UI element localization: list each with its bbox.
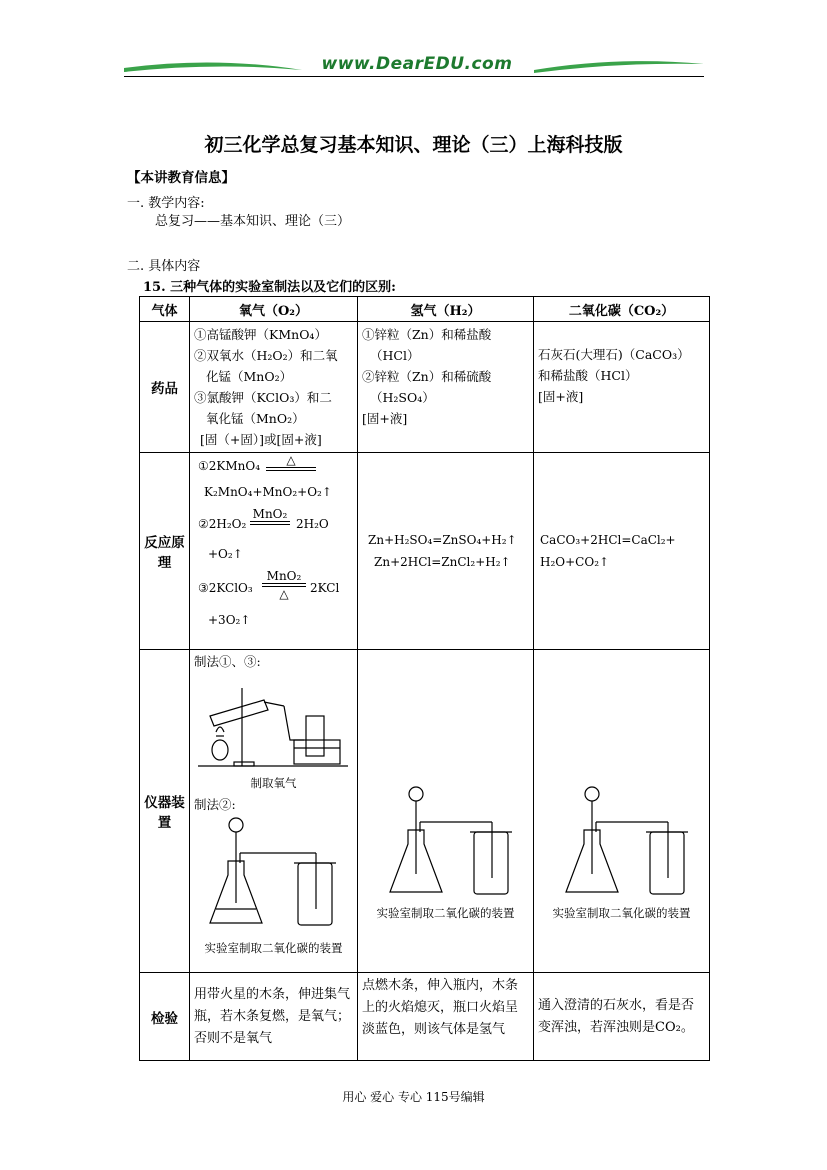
drugs-o2 — [190, 322, 358, 453]
eq3-product: 2KCl — [310, 581, 340, 595]
caption-o2-flask: 实验室制取二氧化碳的装置 — [204, 941, 343, 955]
eq2-equals — [250, 521, 290, 525]
drugs-o2-line: 氧化锰（MnO₂） — [206, 411, 305, 426]
eq1-equals — [266, 467, 316, 471]
oxygen-heating-apparatus-figure — [194, 670, 352, 770]
eq1-condition — [266, 453, 316, 471]
hydrogen-apparatus-figure — [376, 782, 516, 902]
catalyst-label: MnO₂ — [252, 507, 288, 521]
row-label-apparatus: 仪器装置 — [140, 650, 190, 973]
eq1-product: K₂MnO₄+MnO₂+O₂↑ — [204, 485, 332, 499]
caption-h2: 实验室制取二氧化碳的装置 — [376, 905, 515, 920]
eq1-reactant: ①2KMnO₄ — [198, 459, 261, 473]
test-h2: 点燃木条，伸入瓶内，木条上的火焰熄灭，瓶口火焰呈淡蓝色，则该气体是氢气 — [358, 973, 534, 1061]
header-swoosh-left — [124, 54, 304, 76]
part2-label: 二. 具体内容 — [127, 259, 201, 274]
drugs-o2-line: ③氯酸钾（KClO₃）和二 — [194, 390, 332, 405]
eq3-condition — [262, 569, 306, 601]
drugs-co2 — [534, 322, 710, 453]
apparatus-o2 — [190, 650, 358, 973]
drugs-o2-line: [固（+固）]或[固+液] — [200, 432, 322, 447]
co2-apparatus-figure — [552, 782, 692, 902]
drugs-co2-line: [固+液] — [538, 389, 584, 404]
drugs-h2-line: （HCl） — [370, 348, 420, 363]
drugs-h2 — [358, 322, 534, 453]
reaction-o2 — [190, 453, 358, 650]
header-o2: 氧气（O₂） — [190, 297, 358, 322]
drugs-o2-line: 化锰（MnO₂） — [206, 369, 293, 384]
drugs-o2-line: ②双氧水（H₂O₂）和二氧 — [194, 348, 338, 363]
site-logo: www.DearEDU.com — [321, 54, 513, 74]
method13-label: 制法①、③: — [194, 654, 261, 669]
section-info: 【本讲教育信息】 — [127, 170, 235, 186]
header-h2: 氢气（H₂） — [358, 297, 534, 322]
eq1-line — [198, 453, 353, 485]
row-label-drugs: 药品 — [140, 322, 190, 453]
header-swoosh-right — [534, 54, 704, 76]
header-co2: 二氧化碳（CO₂） — [534, 297, 710, 322]
drugs-h2-line: ①锌粒（Zn）和稀盐酸 — [362, 327, 492, 342]
heat-symbol: △ — [279, 587, 289, 601]
reaction-h2-line: Zn+H₂SO₄=ZnSO₄+H₂↑ — [368, 533, 517, 547]
page-title: 初三化学总复习基本知识、理论（三）上海科技版 — [204, 134, 623, 156]
test-co2: 通入澄清的石灰水，看是否变浑浊，若浑浊则是CO₂。 — [534, 973, 710, 1061]
drugs-o2-line: ①高锰酸钾（KMnO₄） — [194, 327, 327, 342]
part1-label: 一. 教学内容: — [127, 196, 205, 211]
eq2-condition — [250, 507, 290, 525]
eq2-product2: +O₂↑ — [208, 547, 243, 561]
drugs-h2-line: ②锌粒（Zn）和稀硫酸 — [362, 369, 492, 384]
header-gas: 气体 — [140, 297, 190, 322]
heat-symbol: △ — [286, 453, 296, 467]
part1-content: 总复习——基本知识、理论（三） — [155, 214, 351, 229]
eq3-reactant: ③2KClO₃ — [198, 581, 253, 595]
reaction-co2-line: CaCO₃+2HCl=CaCl₂+ — [540, 533, 676, 547]
eq2-line — [198, 507, 353, 547]
oxygen-flask-apparatus-figure — [194, 813, 352, 933]
apparatus-h2 — [358, 650, 534, 973]
apparatus-co2 — [534, 650, 710, 973]
row-label-reaction: 反应原理 — [140, 453, 190, 650]
reaction-h2 — [358, 453, 534, 650]
caption-co2: 实验室制取二氧化碳的装置 — [552, 905, 691, 920]
catalyst-label: MnO₂ — [266, 569, 302, 583]
method2-label: 制法②: — [194, 797, 236, 812]
drugs-co2-line: 和稀盐酸（HCl） — [538, 368, 638, 383]
eq3-line — [198, 569, 353, 613]
test-o2: 用带火星的木条，伸进集气瓶，若木条复燃，是氧气；否则不是氧气 — [190, 973, 358, 1061]
header-rule — [124, 76, 704, 77]
drugs-co2-line: 石灰石(大理石)（CaCO₃） — [538, 347, 690, 362]
eq3-product2: +3O₂↑ — [208, 613, 251, 627]
reaction-h2-line: Zn+2HCl=ZnCl₂+H₂↑ — [374, 555, 511, 569]
item15-heading: 15. 三种气体的实验室制法以及它们的区别: — [143, 280, 396, 295]
eq2-product: 2H₂O — [296, 517, 329, 531]
drugs-h2-line: （H₂SO₄） — [370, 390, 435, 405]
reaction-co2 — [534, 453, 710, 650]
eq2-reactant: ②2H₂O₂ — [198, 517, 247, 531]
reaction-co2-line: H₂O+CO₂↑ — [540, 555, 610, 569]
row-label-test: 检验 — [140, 973, 190, 1061]
drugs-h2-line: [固+液] — [362, 411, 408, 426]
gas-comparison-table — [139, 296, 710, 1061]
caption-o2-heating: 制取氧气 — [250, 776, 297, 790]
page-header — [124, 54, 704, 80]
page-footer: 用心 爱心 专心 115号编辑 — [342, 1090, 485, 1104]
